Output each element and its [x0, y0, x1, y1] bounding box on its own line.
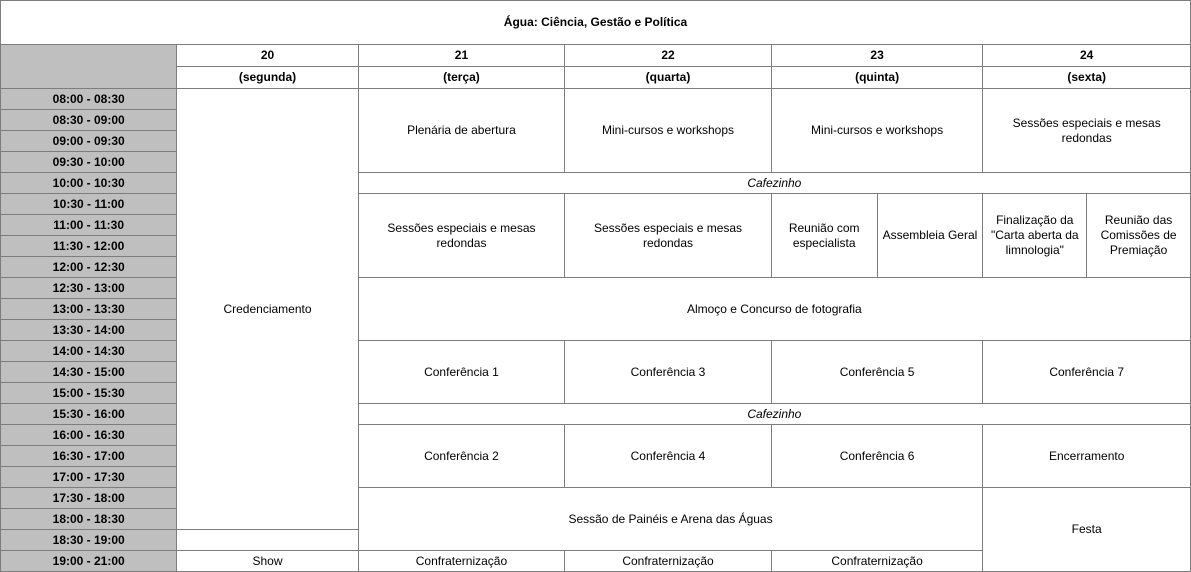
time-slot: 16:30 - 17:00 [1, 446, 177, 467]
day-name-sexta: (sexta) [983, 67, 1191, 89]
day-name-terca: (terça) [358, 67, 565, 89]
day-number-22: 22 [565, 45, 772, 67]
event-sessoes-especiais-22: Sessões especiais e mesas redondas [565, 194, 772, 278]
title-row [1, 1, 1191, 45]
time-slot: 09:00 - 09:30 [1, 131, 177, 152]
time-slot: 10:00 - 10:30 [1, 173, 177, 194]
event-sessoes-especiais-21: Sessões especiais e mesas redondas [358, 194, 565, 278]
event-confraternizacao-23: Confraternização [771, 551, 983, 572]
day-number-20: 20 [177, 45, 358, 67]
time-slot: 13:00 - 13:30 [1, 299, 177, 320]
time-slot: 13:30 - 14:00 [1, 320, 177, 341]
event-plenaria-abertura: Plenária de abertura [358, 89, 565, 173]
event-reuniao-especialista: Reunião com especialista [771, 194, 877, 278]
event-sessoes-especiais-24-manha: Sessões especiais e mesas redondas [983, 89, 1191, 173]
event-mini-cursos-23: Mini-cursos e workshops [771, 89, 983, 173]
day-name-segunda: (segunda) [177, 67, 358, 89]
event-conferencia-2: Conferência 2 [358, 425, 565, 488]
time-slot: 12:00 - 12:30 [1, 257, 177, 278]
time-slot: 14:30 - 15:00 [1, 362, 177, 383]
event-conferencia-6: Conferência 6 [771, 425, 983, 488]
event-sessao-paineis: Sessão de Painéis e Arena das Águas [358, 488, 983, 551]
time-slot: 08:00 - 08:30 [1, 89, 177, 110]
event-reuniao-comissoes: Reunião das Comissões de Premiação [1087, 194, 1191, 278]
event-conferencia-5: Conferência 5 [771, 341, 983, 404]
time-slot: 19:00 - 21:00 [1, 551, 177, 572]
event-conferencia-7: Conferência 7 [983, 341, 1191, 404]
time-slot: 18:00 - 18:30 [1, 509, 177, 530]
time-slot: 12:30 - 13:00 [1, 278, 177, 299]
event-cafezinho-manha: Cafezinho [358, 173, 1190, 194]
time-slot: 18:30 - 19:00 [1, 530, 177, 551]
day-number-24: 24 [983, 45, 1191, 67]
event-carta-aberta: Finalização da "Carta aberta da limnologia" [983, 194, 1087, 278]
event-confraternizacao-22: Confraternização [565, 551, 772, 572]
event-conferencia-1: Conferência 1 [358, 341, 565, 404]
event-festa: Festa [983, 488, 1191, 572]
time-slot: 15:00 - 15:30 [1, 383, 177, 404]
time-slot: 09:30 - 10:00 [1, 152, 177, 173]
time-slot: 16:00 - 16:30 [1, 425, 177, 446]
day-number-row [1, 45, 1191, 67]
time-slot: 17:00 - 17:30 [1, 467, 177, 488]
page-title: Água: Ciência, Gestão e Política [1, 1, 1191, 45]
event-encerramento: Encerramento [983, 425, 1191, 488]
event-cafezinho-tarde: Cafezinho [358, 404, 1190, 425]
event-assembleia-geral: Assembleia Geral [877, 194, 983, 278]
event-conferencia-3: Conferência 3 [565, 341, 772, 404]
day-name-row [1, 67, 1191, 89]
event-almoco: Almoço e Concurso de fotografia [358, 278, 1190, 341]
table-row [1, 89, 1191, 110]
corner-blank [1, 45, 177, 89]
time-slot: 17:30 - 18:00 [1, 488, 177, 509]
event-conferencia-4: Conferência 4 [565, 425, 772, 488]
time-slot: 08:30 - 09:00 [1, 110, 177, 131]
day-name-quinta: (quinta) [771, 67, 983, 89]
time-slot: 11:30 - 12:00 [1, 236, 177, 257]
time-slot: 14:00 - 14:30 [1, 341, 177, 362]
day-number-21: 21 [358, 45, 565, 67]
event-confraternizacao-21: Confraternização [358, 551, 565, 572]
event-mini-cursos-22: Mini-cursos e workshops [565, 89, 772, 173]
day-name-quarta: (quarta) [565, 67, 772, 89]
time-slot: 11:00 - 11:30 [1, 215, 177, 236]
event-show: Show [177, 551, 358, 572]
time-slot: 10:30 - 11:00 [1, 194, 177, 215]
time-slot: 15:30 - 16:00 [1, 404, 177, 425]
event-credenciamento: Credenciamento [177, 89, 358, 530]
day-number-23: 23 [771, 45, 983, 67]
